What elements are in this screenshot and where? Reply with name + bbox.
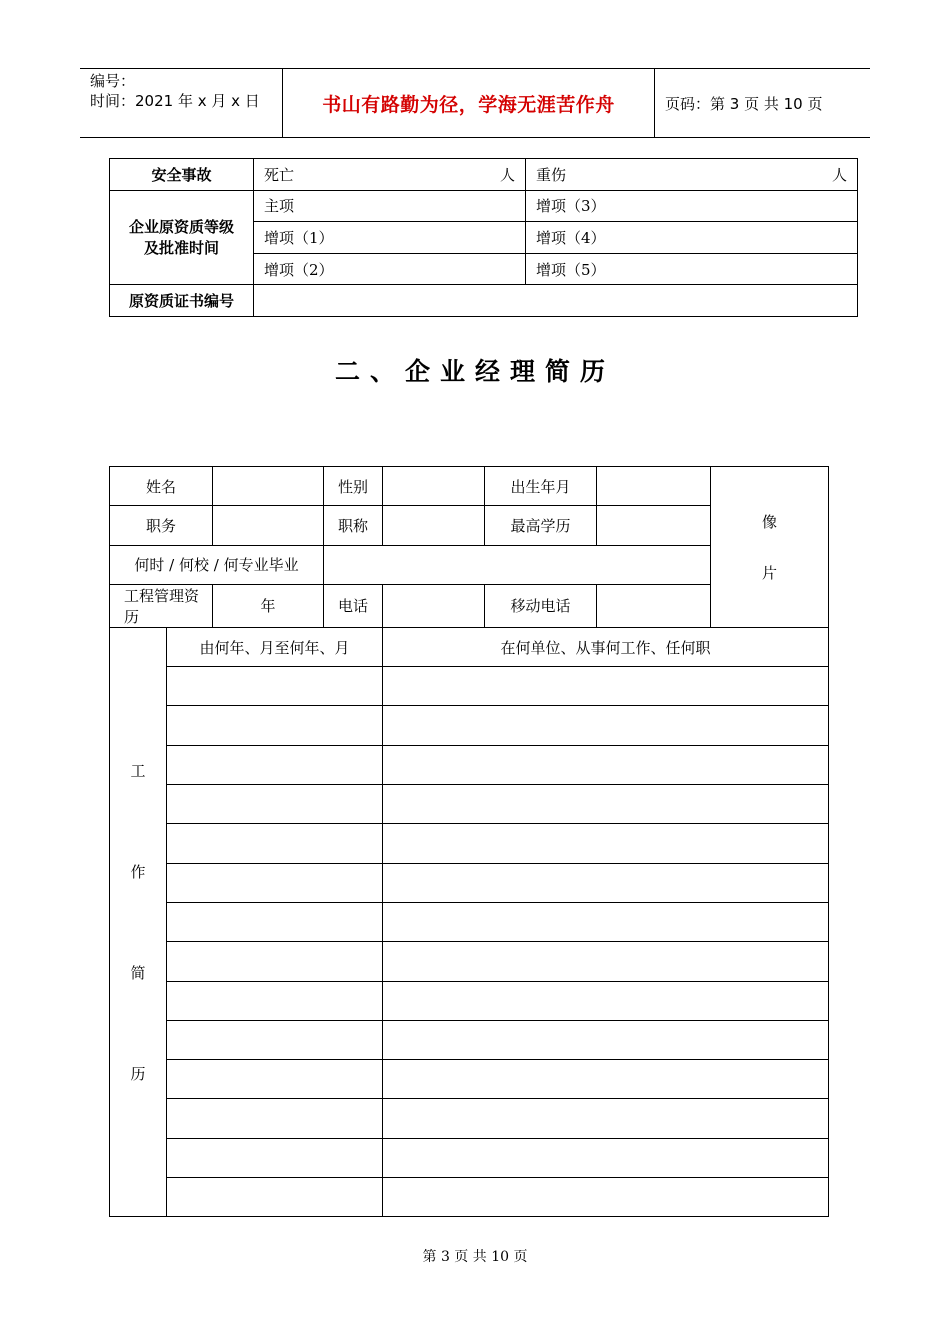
- work-history-char-2: 作: [130, 863, 146, 882]
- work-cell[interactable]: [383, 706, 829, 745]
- work-cell[interactable]: [383, 745, 829, 784]
- photo-label-2: 片: [762, 563, 778, 582]
- add4-cell[interactable]: 增项（4）: [526, 222, 858, 254]
- experience-label: 工程管理资历: [110, 584, 213, 627]
- experience-year-cell[interactable]: [213, 584, 324, 627]
- title-value[interactable]: [383, 506, 485, 545]
- cert-value-cell[interactable]: [254, 285, 858, 317]
- header-page-info: 页码：第 3 页 共 10 页: [665, 94, 823, 113]
- education-value[interactable]: [597, 506, 711, 545]
- phone-value[interactable]: [383, 584, 485, 627]
- work-cell[interactable]: [383, 1178, 829, 1217]
- period-cell[interactable]: [167, 1138, 383, 1177]
- death-unit: 人: [499, 165, 515, 184]
- work-cell[interactable]: [383, 942, 829, 981]
- header-meta: [80, 69, 282, 137]
- page-footer: 第 3 页 共 10 页: [422, 1249, 528, 1265]
- work-cell[interactable]: [383, 1099, 829, 1138]
- qualification-table: [109, 158, 858, 317]
- work-cell[interactable]: [383, 785, 829, 824]
- period-cell[interactable]: [167, 981, 383, 1020]
- cert-label: 原资质证书编号: [110, 285, 254, 317]
- injury-label: 重伤: [536, 165, 567, 184]
- qualification-label-line1: 企业原资质等级: [128, 218, 234, 237]
- period-cell[interactable]: [167, 667, 383, 706]
- section-title: 二、企业经理简历: [334, 357, 615, 386]
- title-label: 职称: [324, 506, 383, 545]
- graduation-value[interactable]: [324, 545, 711, 584]
- position-value[interactable]: [213, 506, 324, 545]
- resume-table: [109, 466, 829, 1217]
- work-cell[interactable]: [383, 824, 829, 863]
- work-history-label: [110, 627, 167, 1216]
- qualification-label-line2: 及批准时间: [143, 239, 219, 258]
- phone-label: 电话: [324, 584, 383, 627]
- work-history-char-1: 工: [130, 762, 146, 781]
- add5-cell[interactable]: 增项（5）: [526, 253, 858, 285]
- period-cell[interactable]: [167, 706, 383, 745]
- period-cell[interactable]: [167, 1099, 383, 1138]
- death-cell[interactable]: [254, 159, 526, 191]
- period-cell[interactable]: [167, 902, 383, 941]
- add3-cell[interactable]: 增项（3）: [526, 190, 858, 222]
- work-header: 在何单位、从事何工作、任何职: [383, 627, 829, 666]
- name-value[interactable]: [213, 467, 324, 506]
- work-cell[interactable]: [383, 863, 829, 902]
- period-cell[interactable]: [167, 863, 383, 902]
- birth-value[interactable]: [597, 467, 711, 506]
- period-cell[interactable]: [167, 745, 383, 784]
- add2-cell[interactable]: 增项（2）: [254, 253, 526, 285]
- period-header: 由何年、月至何年、月: [167, 627, 383, 666]
- period-cell[interactable]: [167, 785, 383, 824]
- period-cell[interactable]: [167, 1020, 383, 1059]
- period-cell[interactable]: [167, 824, 383, 863]
- work-history-char-4: 历: [130, 1065, 146, 1084]
- page-header: [80, 68, 870, 138]
- time-label: 时间：2021 年 x 月 x 日: [90, 92, 260, 110]
- photo-label-1: 像: [762, 512, 778, 531]
- header-motto: 书山有路勤为径，学海无涯苦作舟: [282, 69, 655, 137]
- period-cell[interactable]: [167, 1060, 383, 1099]
- education-label: 最高学历: [485, 506, 597, 545]
- accident-label: 安全事故: [110, 159, 254, 191]
- mobile-label: 移动电话: [485, 584, 597, 627]
- name-label: 姓名: [110, 467, 213, 506]
- work-cell[interactable]: [383, 1020, 829, 1059]
- qualification-label: [110, 190, 254, 285]
- year-unit: 年: [260, 597, 276, 616]
- period-cell[interactable]: [167, 942, 383, 981]
- birth-label: 出生年月: [485, 467, 597, 506]
- gender-label: 性别: [324, 467, 383, 506]
- injury-unit: 人: [831, 165, 847, 184]
- work-cell[interactable]: [383, 1060, 829, 1099]
- number-label: 编号：: [90, 72, 136, 90]
- work-cell[interactable]: [383, 981, 829, 1020]
- work-cell[interactable]: [383, 1138, 829, 1177]
- injury-cell[interactable]: [526, 159, 858, 191]
- work-cell[interactable]: [383, 667, 829, 706]
- death-label: 死亡: [264, 165, 295, 184]
- graduation-label: 何时 / 何校 / 何专业毕业: [110, 545, 324, 584]
- main-item-cell[interactable]: 主项: [254, 190, 526, 222]
- gender-value[interactable]: [383, 467, 485, 506]
- position-label: 职务: [110, 506, 213, 545]
- add1-cell[interactable]: 增项（1）: [254, 222, 526, 254]
- period-cell[interactable]: [167, 1178, 383, 1217]
- photo-cell[interactable]: [711, 467, 829, 628]
- mobile-value[interactable]: [597, 584, 711, 627]
- work-history-char-3: 简: [130, 964, 146, 983]
- work-cell[interactable]: [383, 902, 829, 941]
